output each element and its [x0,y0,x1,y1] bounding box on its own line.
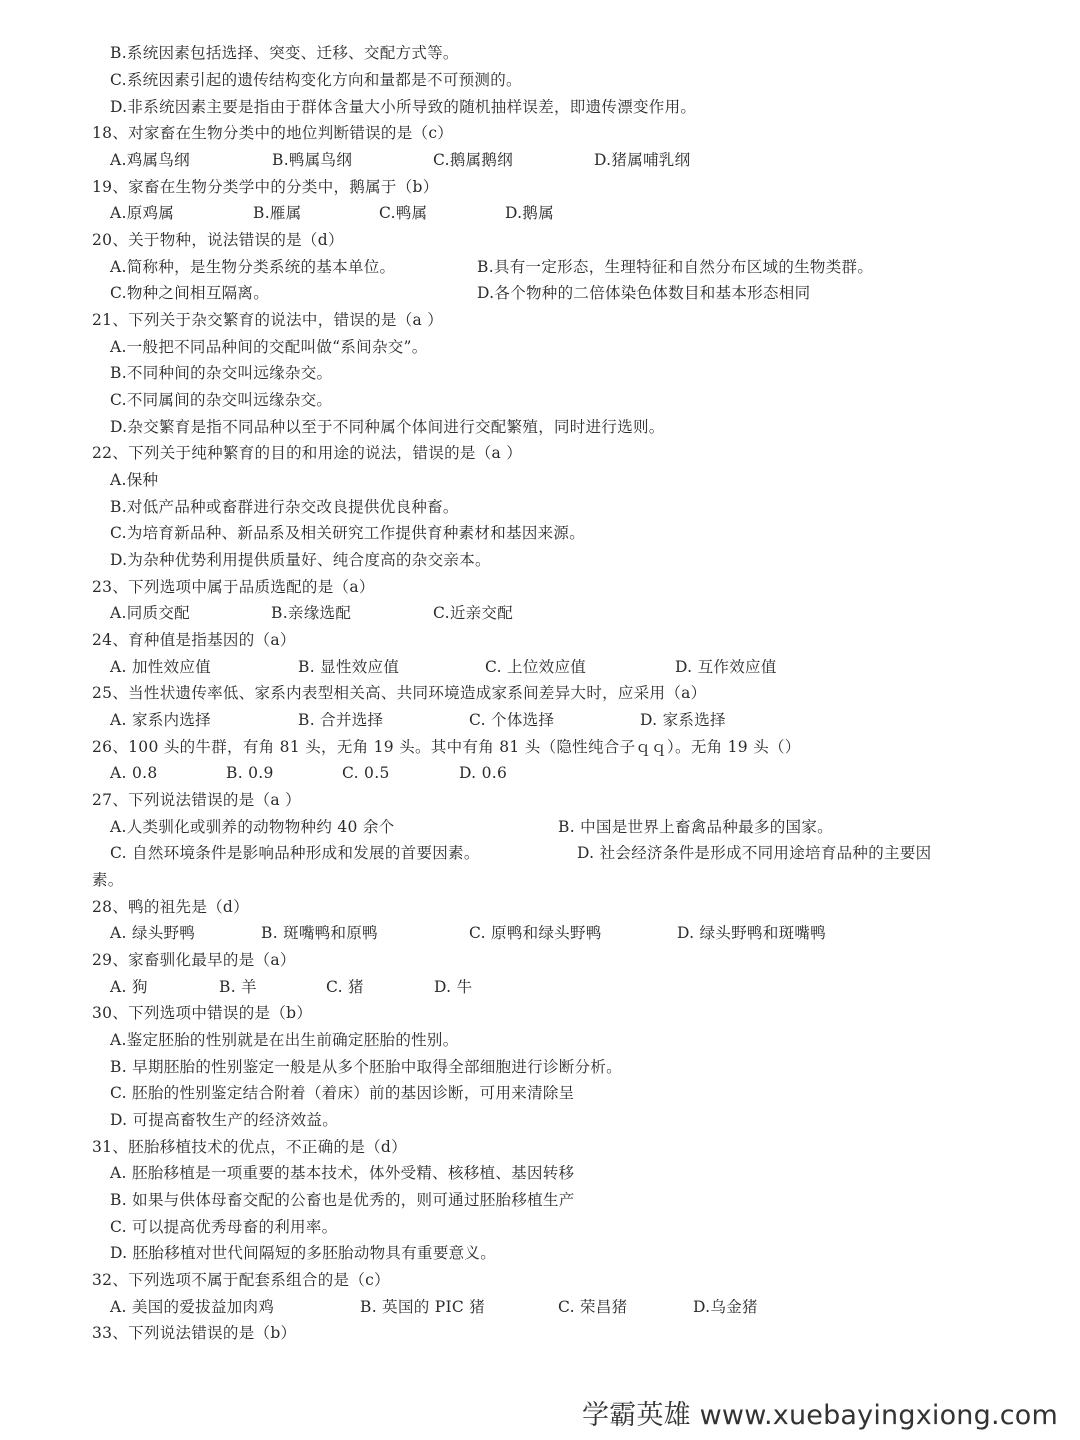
text-line-q21-c: C.不同属间的杂交叫远缘杂交。 [110,391,333,409]
option-q29-opts-1: B. 羊 [219,978,257,996]
option-q19-opts-2: C.鸭属 [379,204,428,222]
option-q25-opts-2: C. 个体选择 [469,711,555,729]
site-watermark: 学霸英雄 www.xuebayingxiong.com [582,1400,1058,1431]
option-q29-opts-0: A. 狗 [110,978,148,996]
question-q29: 29、家畜驯化最早的是（a） [92,951,296,969]
option-q23-opts-2: C.近亲交配 [433,604,514,622]
text-line-b-sys-factors: B.系统因素包括选择、突变、迁移、交配方式等。 [110,44,459,62]
text-line-q31-d: D. 胚胎移植对世代间隔短的多胚胎动物具有重要意义。 [110,1244,497,1262]
question-q27-cont: 素。 [92,871,124,889]
option-q20-cd-0: C.物种之间相互隔离。 [110,284,270,302]
option-q28-opts-1: B. 斑嘴鸭和原鸭 [261,924,378,942]
option-q25-opts-1: B. 合并选择 [298,711,384,729]
text-line-q22-d: D.为杂种优势利用提供质量好、纯合度高的杂交亲本。 [110,551,491,569]
question-q32: 32、下列选项不属于配套系组合的是（c） [92,1271,390,1289]
option-q24-opts-2: C. 上位效应值 [485,658,587,676]
option-q18-opts-3: D.猪属哺乳纲 [594,151,691,169]
text-line-q21-b: B.不同种间的杂交叫远缘杂交。 [110,364,333,382]
option-q24-opts-1: B. 显性效应值 [298,658,400,676]
question-q28: 28、鸭的祖先是（d） [92,898,249,916]
option-q19-opts-0: A.原鸡属 [110,204,175,222]
text-line-q30-c: C. 胚胎的性别鉴定结合附着（着床）前的基因诊断，可用来清除呈 [110,1084,575,1102]
text-line-q31-c: C. 可以提高优秀母畜的利用率。 [110,1218,338,1236]
question-q20: 20、关于物种，说法错误的是（d） [92,231,344,249]
option-q20-ab-1: B.具有一定形态，生理特征和自然分布区域的生物类群。 [477,258,874,276]
option-q32-opts-3: D.乌金猪 [693,1298,758,1316]
text-line-q21-d: D.杂交繁育是指不同品种以至于不同种属个体间进行交配繁殖，同时进行选则。 [110,418,665,436]
text-line-q22-a: A.保种 [110,471,159,489]
text-line-q21-a: A.一般把不同品种间的交配叫做“系间杂交”。 [110,338,428,356]
question-q25: 25、当性状遗传率低、家系内表型相关高、共同环境造成家系间差异大时，应采用（a） [92,684,707,702]
question-q27: 27、下列说法错误的是（a ） [92,791,301,809]
option-q19-opts-3: D.鹅属 [505,204,555,222]
option-q18-opts-0: A.鸡属鸟纲 [110,151,190,169]
option-q24-opts-3: D. 互作效应值 [675,658,777,676]
option-q24-opts-0: A. 加性效应值 [110,658,211,676]
option-q23-opts-0: A.同质交配 [110,604,190,622]
text-line-q22-c: C.为培育新品种、新品系及相关研究工作提供育种素材和基因来源。 [110,524,586,542]
option-q32-opts-1: B. 英国的 PIC 猪 [360,1298,486,1316]
option-q29-opts-3: D. 牛 [434,978,473,996]
option-q27-ab-0: A.人类驯化或驯养的动物物种约 40 余个 [110,818,395,836]
question-q19: 19、家畜在生物分类学中的分类中，鹅属于（b） [92,178,439,196]
question-q18: 18、对家畜在生物分类中的地位判断错误的是（c） [92,124,454,142]
question-q30: 30、下列选项中错误的是（b） [92,1004,313,1022]
option-q27-ab-1: B. 中国是世界上畜禽品种最多的国家。 [558,818,833,836]
question-q33: 33、下列说法错误的是（b） [92,1324,297,1342]
question-q26: 26、100 头的牛群，有角 81 头，无角 19 头。其中有角 81 头（隐性纯合子ｑｑ）。无角 19 头（） [92,738,801,756]
option-q26-opts-3: D. 0.6 [459,764,508,782]
option-q20-cd-1: D.各个物种的二倍体染色体数目和基本形态相同 [477,284,811,302]
question-q31: 31、胚胎移植技术的优点，不正确的是（d） [92,1138,407,1156]
option-q28-opts-2: C. 原鸭和绿头野鸭 [469,924,602,942]
option-q18-opts-1: B.鸭属鸟纲 [272,151,353,169]
question-q23: 23、下列选项中属于品质选配的是（a） [92,578,375,596]
option-q20-ab-0: A.简称种，是生物分类系统的基本单位。 [110,258,396,276]
text-line-q30-d: D. 可提高畜牧生产的经济效益。 [110,1111,339,1129]
option-q27-cd-1: D. 社会经济条件是形成不同用途培育品种的主要因 [577,844,932,862]
text-line-q30-a: A.鉴定胚胎的性别就是在出生前确定胚胎的性别。 [110,1031,459,1049]
text-line-d-nonsys-factors: D.非系统因素主要是指由于群体含量大小所导致的随机抽样误差，即遗传漂变作用。 [110,98,697,116]
text-line-q22-b: B.对低产品种或畜群进行杂交改良提供优良种畜。 [110,498,459,516]
option-q23-opts-1: B.亲缘选配 [271,604,352,622]
text-line-q31-a: A. 胚胎移植是一项重要的基本技术，体外受精、核移植、基因转移 [110,1164,575,1182]
option-q25-opts-0: A. 家系内选择 [110,711,211,729]
option-q26-opts-2: C. 0.5 [342,764,390,782]
option-q28-opts-0: A. 绿头野鸭 [110,924,196,942]
option-q32-opts-2: C. 荣昌猪 [558,1298,628,1316]
option-q27-cd-0: C. 自然环境条件是影响品种形成和发展的首要因素。 [110,844,480,862]
question-q21: 21、下列关于杂交繁育的说法中，错误的是（a ） [92,311,444,329]
option-q26-opts-1: B. 0.9 [226,764,274,782]
option-q26-opts-0: A. 0.8 [110,764,158,782]
text-line-q31-b: B. 如果与供体母畜交配的公畜也是优秀的，则可通过胚胎移植生产 [110,1191,575,1209]
option-q25-opts-3: D. 家系选择 [640,711,726,729]
text-line-q30-b: B. 早期胚胎的性别鉴定一般是从多个胚胎中取得全部细胞进行诊断分析。 [110,1058,622,1076]
option-q19-opts-1: B.雁属 [253,204,302,222]
question-q24: 24、育种值是指基因的（a） [92,631,296,649]
option-q32-opts-0: A. 美国的爱拔益加肉鸡 [110,1298,275,1316]
option-q28-opts-3: D. 绿头野鸭和斑嘴鸭 [677,924,827,942]
question-q22: 22、下列关于纯种繁育的目的和用途的说法，错误的是（a ） [92,444,523,462]
option-q29-opts-2: C. 猪 [326,978,364,996]
text-line-c-sys-factors: C.系统因素引起的遗传结构变化方向和量都是不可预测的。 [110,71,522,89]
option-q18-opts-2: C.鹅属鹅纲 [433,151,514,169]
